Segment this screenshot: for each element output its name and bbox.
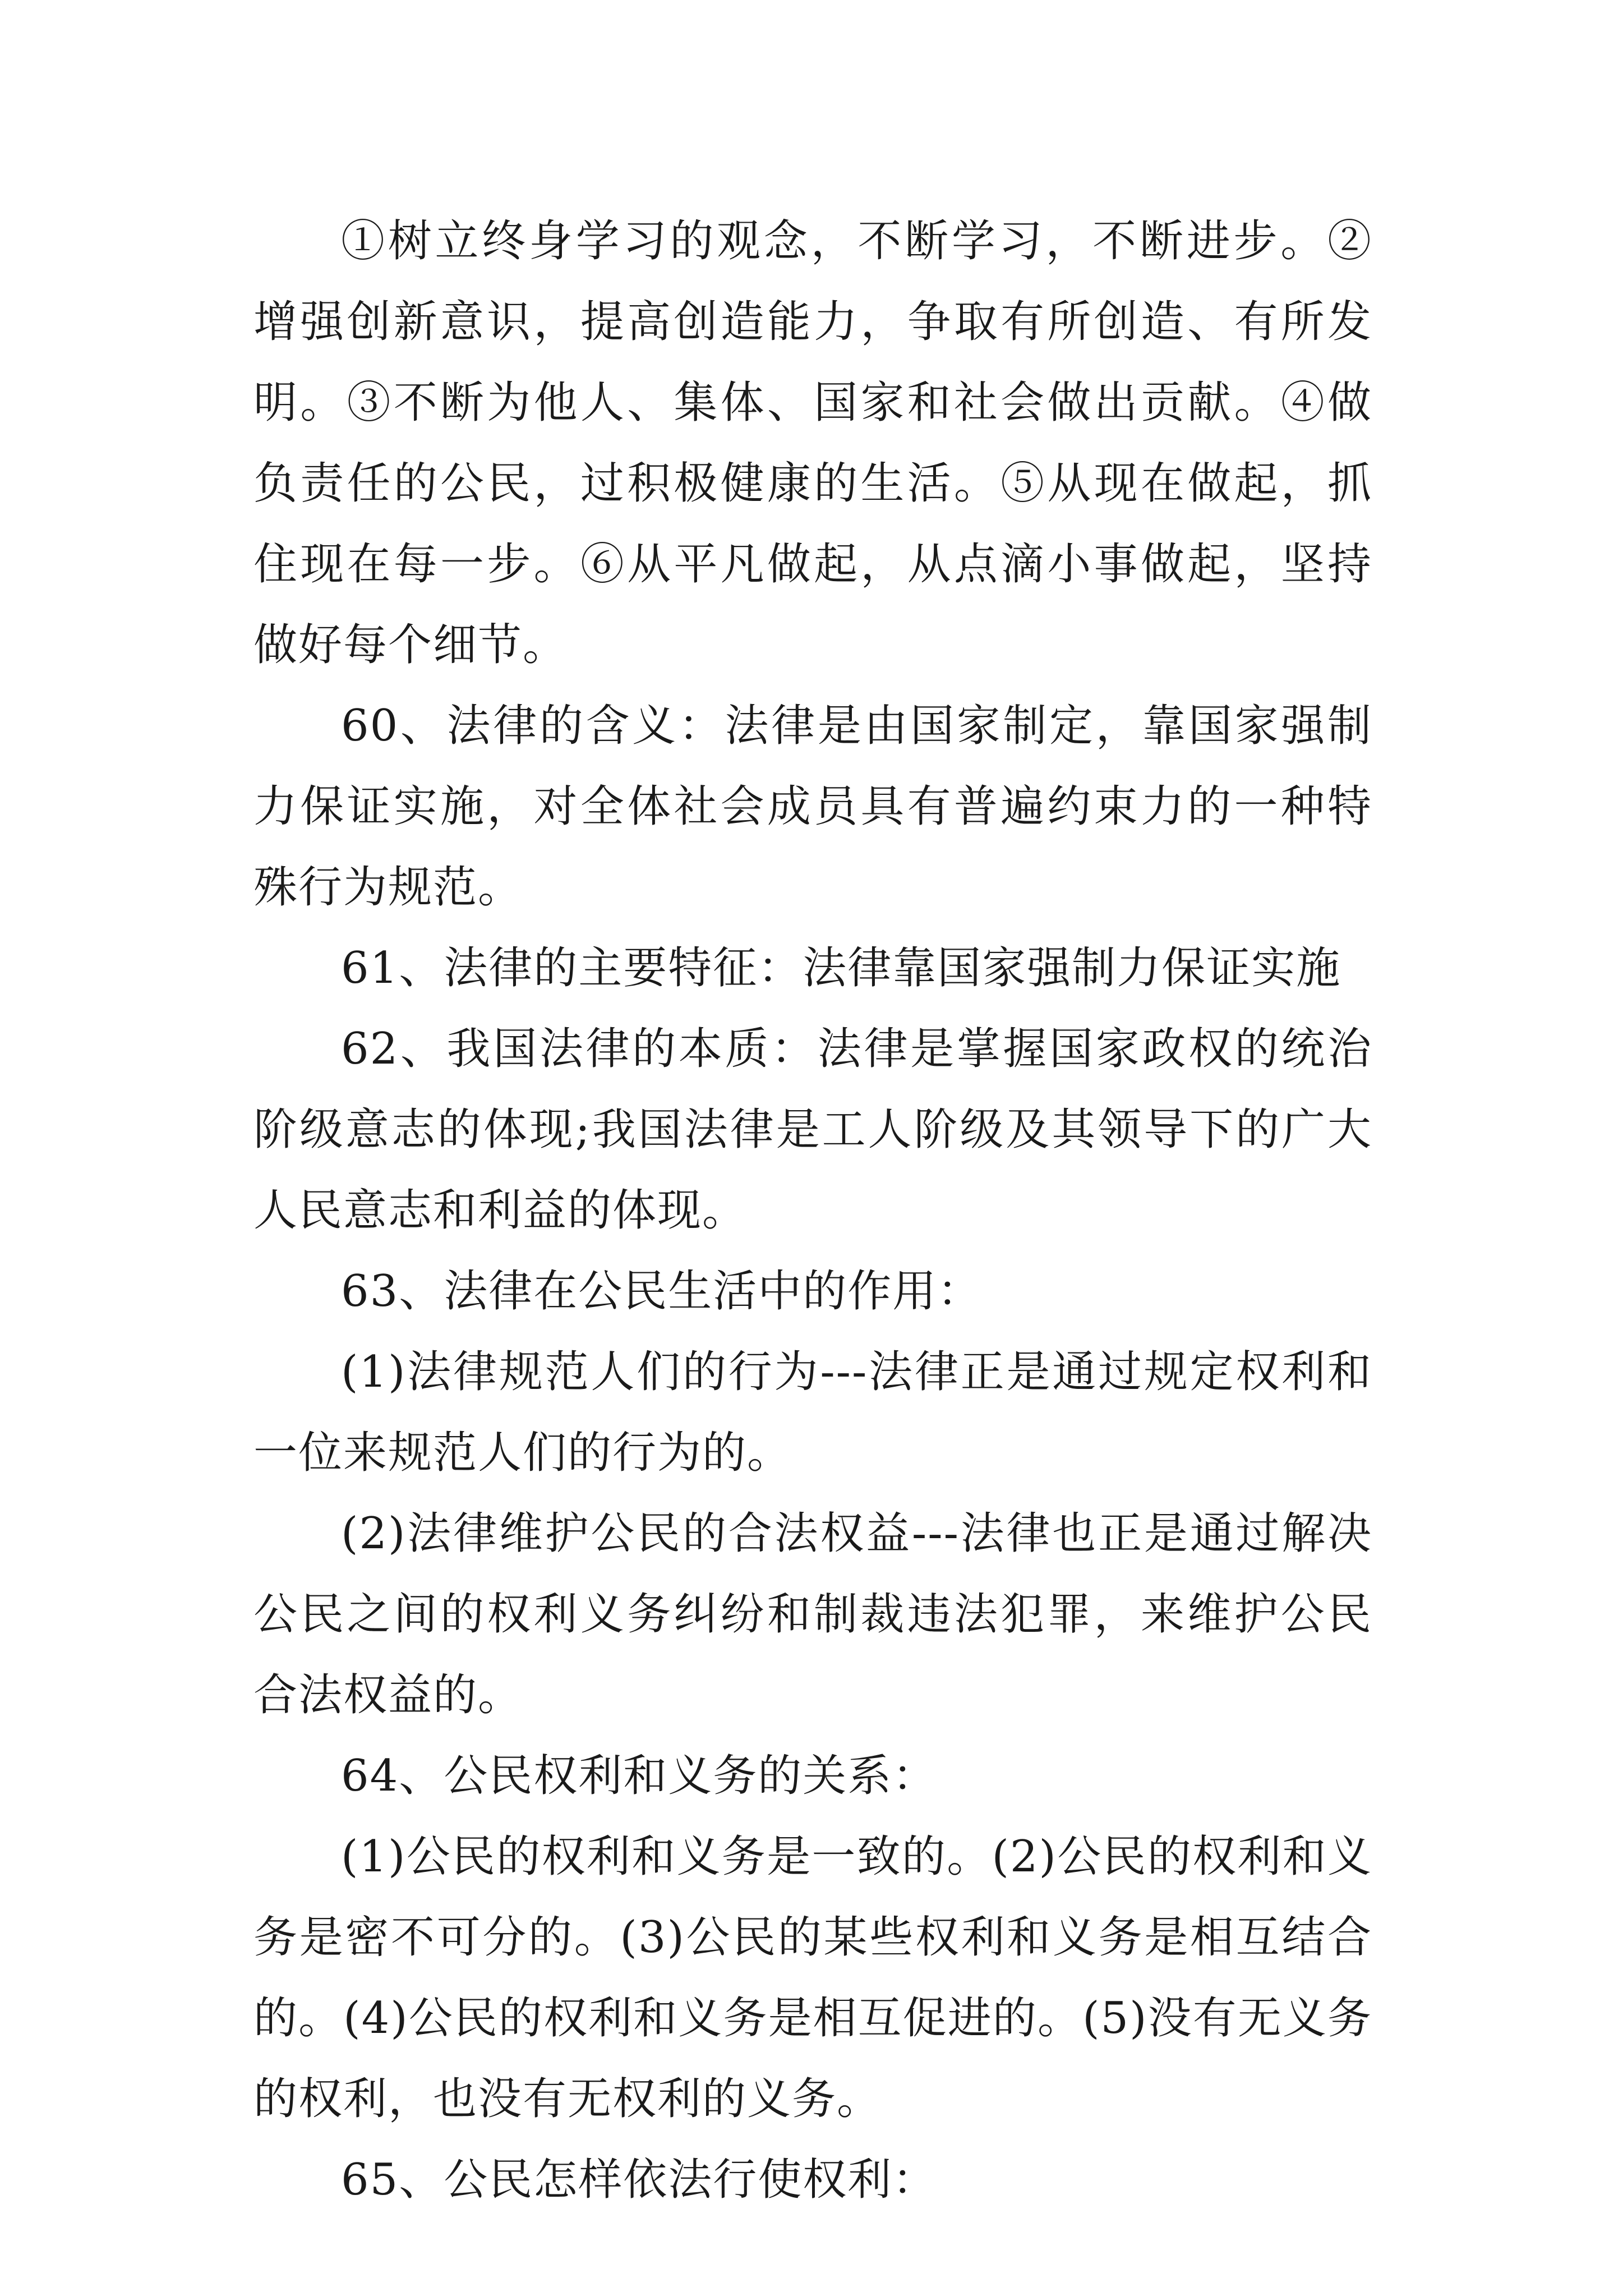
paragraph-lifelong-learning: ①树立终身学习的观念，不断学习，不断进步。②增强创新意识，提高创造能力，争取有所创造、有所发明。③不断为他人、集体、国家和社会做出贡献。④做负责任的公民，过积极健康的生活。⑤从现在做起，抓住现在每一步。⑥从平凡做起，从点滴小事做起，坚持做好每个细节。 <box>253 216 1372 670</box>
paragraph-law-role-item-2: (2)法律维护公民的合法权益---法律也正是通过解决公民之间的权利义务纠纷和制裁违法犯罪，来维护公民合法权益的。 <box>253 1508 1372 1720</box>
document-body <box>253 201 1372 2220</box>
paragraph-rights-duties-heading: 64、公民权利和义务的关系： <box>341 1751 938 1801</box>
paragraph-law-definition: 60、法律的含义：法律是由国家制定，靠国家强制力保证实施，对全体社会成员具有普遍约束力的一种特殊行为规范。 <box>253 701 1372 913</box>
paragraph-exercise-rights-heading: 65、公民怎样依法行使权利： <box>341 2155 938 2205</box>
paragraph-law-role-heading: 63、法律在公民生活中的作用： <box>341 1266 983 1317</box>
paragraph-law-essence: 62、我国法律的本质：法律是掌握国家政权的统治阶级意志的体现;我国法律是工人阶级及其领导下的广大人民意志和利益的体现。 <box>253 1024 1372 1236</box>
paragraph-law-role-item-1: (1)法律规范人们的行为---法律正是通过规定权利和一位来规范人们的行为的。 <box>253 1347 1372 1478</box>
paragraph-rights-duties-items: (1)公民的权利和义务是一致的。(2)公民的权利和义务是密不可分的。(3)公民的某些权利和义务是相互结合的。(4)公民的权利和义务是相互促进的。(5)没有无义务的权利，也没有无权利的义务。 <box>253 1832 1372 2124</box>
paragraph-law-features: 61、法律的主要特征：法律靠国家强制力保证实施 <box>341 943 1341 993</box>
